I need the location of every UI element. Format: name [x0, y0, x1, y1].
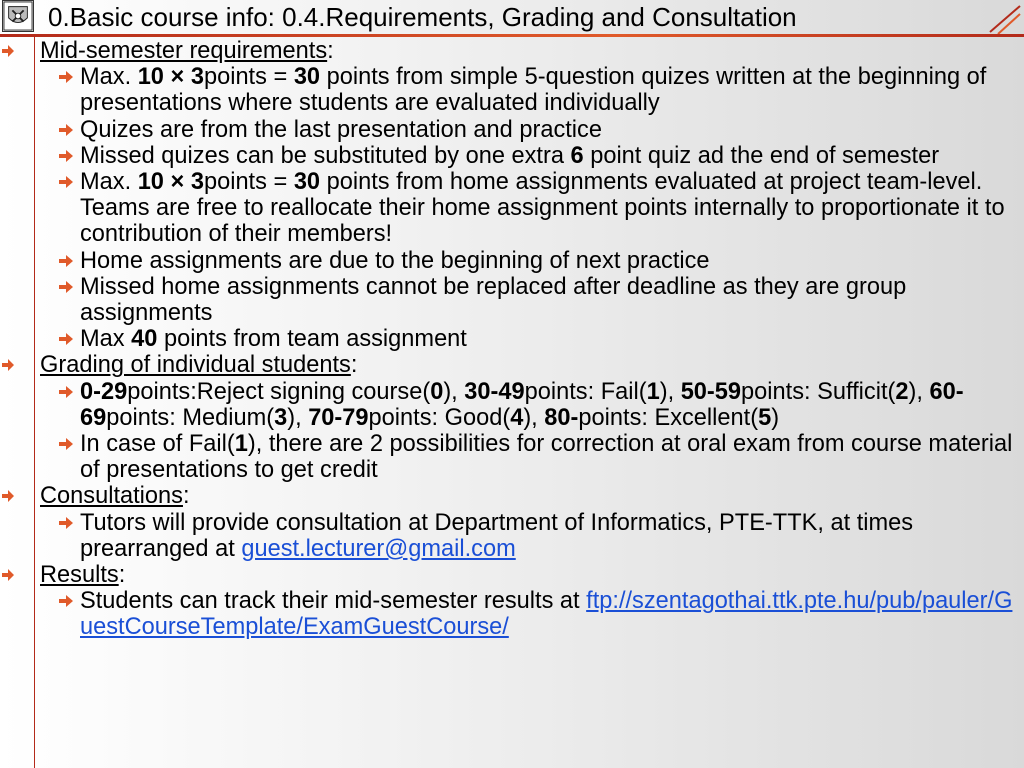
- orange-arrow-icon: [1, 568, 15, 582]
- orange-arrow-icon: [1, 44, 15, 58]
- orange-arrow-icon: [58, 70, 74, 84]
- orange-arrow-icon: [1, 358, 15, 372]
- list-item: Missed home assignments cannot be replaced after deadline as they are group assignments: [0, 274, 1024, 326]
- section-heading: Results: [40, 562, 119, 589]
- orange-arrow-icon: [1, 489, 15, 503]
- section-results: Results:: [0, 562, 1024, 588]
- slide-body: [0, 38, 1024, 641]
- orange-arrow-icon: [58, 175, 74, 189]
- list-item: Tutors will provide consultation at Department of Informatics, PTE-TTK, at times prearranged at guest.lecturer@gmail.com: [0, 510, 1024, 562]
- list-item: Missed quizes can be substituted by one extra 6 point quiz ad the end of semester: [0, 143, 1024, 169]
- title-divider: [0, 34, 1024, 37]
- ftp-link[interactable]: ftp://szentagothai.ttk.pte.hu/pub/pauler/GuestCourseTemplate/ExamGuestCourse/: [80, 588, 1013, 641]
- orange-arrow-icon: [58, 516, 74, 530]
- list-item: Max 40 points from team assignment: [0, 326, 1024, 352]
- corner-decoration-icon: [988, 2, 1022, 36]
- university-seal-icon: [2, 0, 34, 32]
- orange-arrow-icon: [58, 254, 74, 268]
- orange-arrow-icon: [58, 280, 74, 294]
- section-heading: Consultations: [40, 483, 183, 510]
- section-heading: Grading of individual students: [40, 352, 351, 379]
- list-item: Home assignments are due to the beginning of next practice: [0, 248, 1024, 274]
- orange-arrow-icon: [58, 332, 74, 346]
- list-item: Quizes are from the last presentation and practice: [0, 117, 1024, 143]
- list-item: Max. 10 × 3points = 30 points from simple 5-question quizes written at the beginning of presentations where students are evaluated individually: [0, 64, 1024, 116]
- list-item: Students can track their mid-semester results at ftp://szentagothai.ttk.pte.hu/pub/pauler/GuestCourseTemplate/ExamGuestCourse/: [0, 588, 1024, 640]
- email-link[interactable]: guest.lecturer@gmail.com: [241, 535, 516, 562]
- list-item: In case of Fail(1), there are 2 possibilities for correction at oral exam from course material of presentations to get credit: [0, 431, 1024, 483]
- list-item: Max. 10 × 3points = 30 points from home assignments evaluated at project team-level. Teams are free to reallocate their home assignment points internally to proportionate it to contribution of their members!: [0, 169, 1024, 248]
- list-item: 0-29points:Reject signing course(0), 30-49points: Fail(1), 50-59points: Sufficit(2), 60-69points: Medium(3), 70-79points: Good(4), 80-points: Excellent(5): [0, 379, 1024, 431]
- section-grading: Grading of individual students:: [0, 352, 1024, 378]
- orange-arrow-icon: [58, 123, 74, 137]
- orange-arrow-icon: [58, 594, 74, 608]
- orange-arrow-icon: [58, 437, 74, 451]
- page-title: 0.Basic course info: 0.4.Requirements, Grading and Consultation: [48, 2, 797, 32]
- section-consultations: Consultations:: [0, 483, 1024, 509]
- orange-arrow-icon: [58, 385, 74, 399]
- section-heading: Mid-semester requirements: [40, 38, 328, 64]
- section-mid-semester: Mid-semester requirements:: [0, 38, 1024, 64]
- orange-arrow-icon: [58, 149, 74, 163]
